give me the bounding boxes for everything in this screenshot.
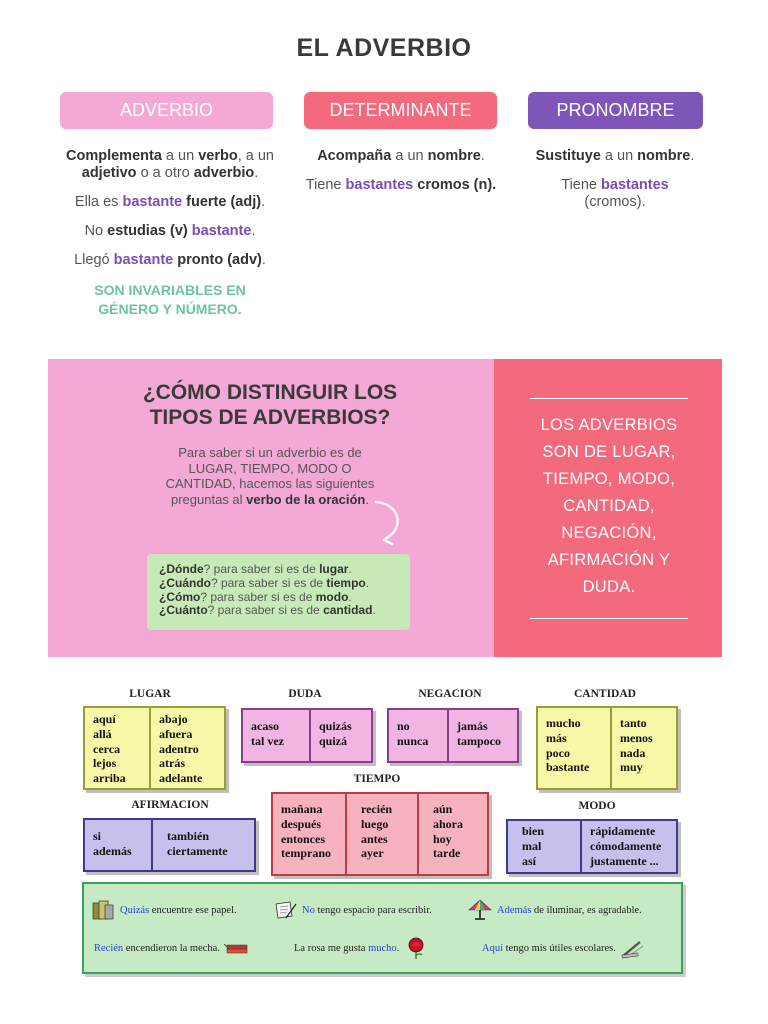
afirmacion-col-2: también ciertamente <box>151 820 234 870</box>
example-no: No tengo espacio para escribir. <box>272 898 432 922</box>
negacion-card <box>387 708 519 763</box>
modo-col-1: bien mal así <box>522 824 545 868</box>
duda-label: DUDA <box>288 688 322 700</box>
adverbio-definition: Complementa a un verbo, a un adjetivo o a otro adverbio. <box>66 148 274 181</box>
divider-top <box>530 398 688 399</box>
duda-col-2: quizás quizá <box>309 710 358 761</box>
tiempo-card <box>271 792 489 876</box>
adverbio-example-1: Ella es bastante fuerte (adj). <box>74 194 266 210</box>
cantidad-label: CANTIDAD <box>574 688 636 700</box>
question-cantidad: ¿Cuánto? para saber si es de cantidad. <box>159 603 376 618</box>
school-supplies-icon <box>620 936 646 960</box>
lugar-col-1: aquí allá cerca lejos arriba <box>93 712 126 786</box>
modo-card <box>506 819 678 874</box>
tiempo-col-2: recién luego antes ayer <box>345 794 417 874</box>
determinante-example: Tiene bastantes cromos (n). <box>305 177 497 193</box>
adverbio-column <box>55 148 285 319</box>
duda-card <box>241 708 373 763</box>
page-title: EL ADVERBIO <box>296 34 472 62</box>
tiempo-col-1: mañana después entonces temprano <box>281 802 331 861</box>
invariables-note: SON INVARIABLES EN GÉNERO Y NÚMERO. <box>94 282 246 317</box>
example-mucho: La rosa me gusta mucho. <box>294 936 429 960</box>
example-ademas: Además de iluminar, es agradable. <box>467 898 642 922</box>
lugar-card <box>83 706 226 790</box>
modo-col-2: rápidamente cómodamente justamente ... <box>580 821 667 872</box>
cantidad-col-2: tanto menos nada muy <box>610 708 659 788</box>
tiempo-label: TIEMPO <box>353 773 401 785</box>
divider-bottom <box>530 618 688 619</box>
adverbio-header: ADVERBIO <box>60 92 273 129</box>
afirmacion-label: AFIRMACION <box>131 799 209 811</box>
determinante-column <box>290 148 512 206</box>
negacion-col-1: no nunca <box>397 719 429 748</box>
modo-label: MODO <box>578 800 616 812</box>
distinguir-text: Para saber si un adverbio es de LUGAR, TIEMPO, MODO O CANTIDAD, hacemos las siguientes preguntas al verbo de la oración. <box>165 445 375 507</box>
pronombre-example: Tiene bastantes (cromos). <box>561 177 669 210</box>
folders-icon <box>90 898 116 922</box>
negacion-col-2: jamás tampoco <box>447 710 507 761</box>
negacion-label: NEGACION <box>418 688 482 700</box>
duda-col-1: acaso tal vez <box>251 719 284 748</box>
cantidad-col-1: mucho más poco bastante <box>546 716 590 775</box>
afirmacion-col-1: si además <box>93 829 132 858</box>
question-tiempo: ¿Cuándo? para saber si es de tiempo. <box>159 575 370 590</box>
pronombre-definition: Sustituye a un nombre. <box>535 148 695 164</box>
lamp-icon <box>467 898 493 922</box>
adverb-categories-chart <box>55 676 712 992</box>
scroll-quill-icon <box>272 898 298 922</box>
example-aqui: Aquí tengo mis útiles escolares. <box>482 936 646 960</box>
determinante-definition: Acompaña a un nombre. <box>317 148 485 164</box>
curved-arrow-icon <box>370 498 406 548</box>
lugar-col-2: abajo afuera adentro atrás adelante <box>149 708 208 788</box>
dynamite-icon <box>224 936 250 960</box>
adverbio-example-2: No estudias (v) bastante. <box>84 223 256 239</box>
pronombre-column <box>515 148 715 223</box>
rose-icon <box>403 936 429 960</box>
examples-box <box>82 882 683 974</box>
cantidad-card <box>536 706 678 790</box>
adverbio-example-3: Llegó bastante pronto (adv). <box>74 252 266 268</box>
afirmacion-card <box>83 818 256 872</box>
distinguir-title: ¿CÓMO DISTINGUIR LOS TIPOS DE ADVERBIOS? <box>142 381 398 429</box>
questions-box <box>147 554 410 630</box>
tiempo-col-3: aún ahora hoy tarde <box>417 794 469 874</box>
example-recien: Recién encendieron la mecha. <box>94 936 250 960</box>
question-modo: ¿Cómo? para saber si es de modo. <box>159 589 352 604</box>
lugar-label: LUGAR <box>129 688 171 700</box>
determinante-header: DETERMINANTE <box>304 92 497 129</box>
question-lugar: ¿Dónde? para saber si es de lugar. <box>159 562 352 576</box>
tipos-text: LOS ADVERBIOS SON DE LUGAR, TIEMPO, MODO, CANTIDAD, NEGACIÓN, AFIRMACIÓN Y DUDA. <box>540 416 678 596</box>
example-quizas: Quizás encuentre ese papel. <box>90 898 237 922</box>
pronombre-header: PRONOMBRE <box>528 92 703 129</box>
